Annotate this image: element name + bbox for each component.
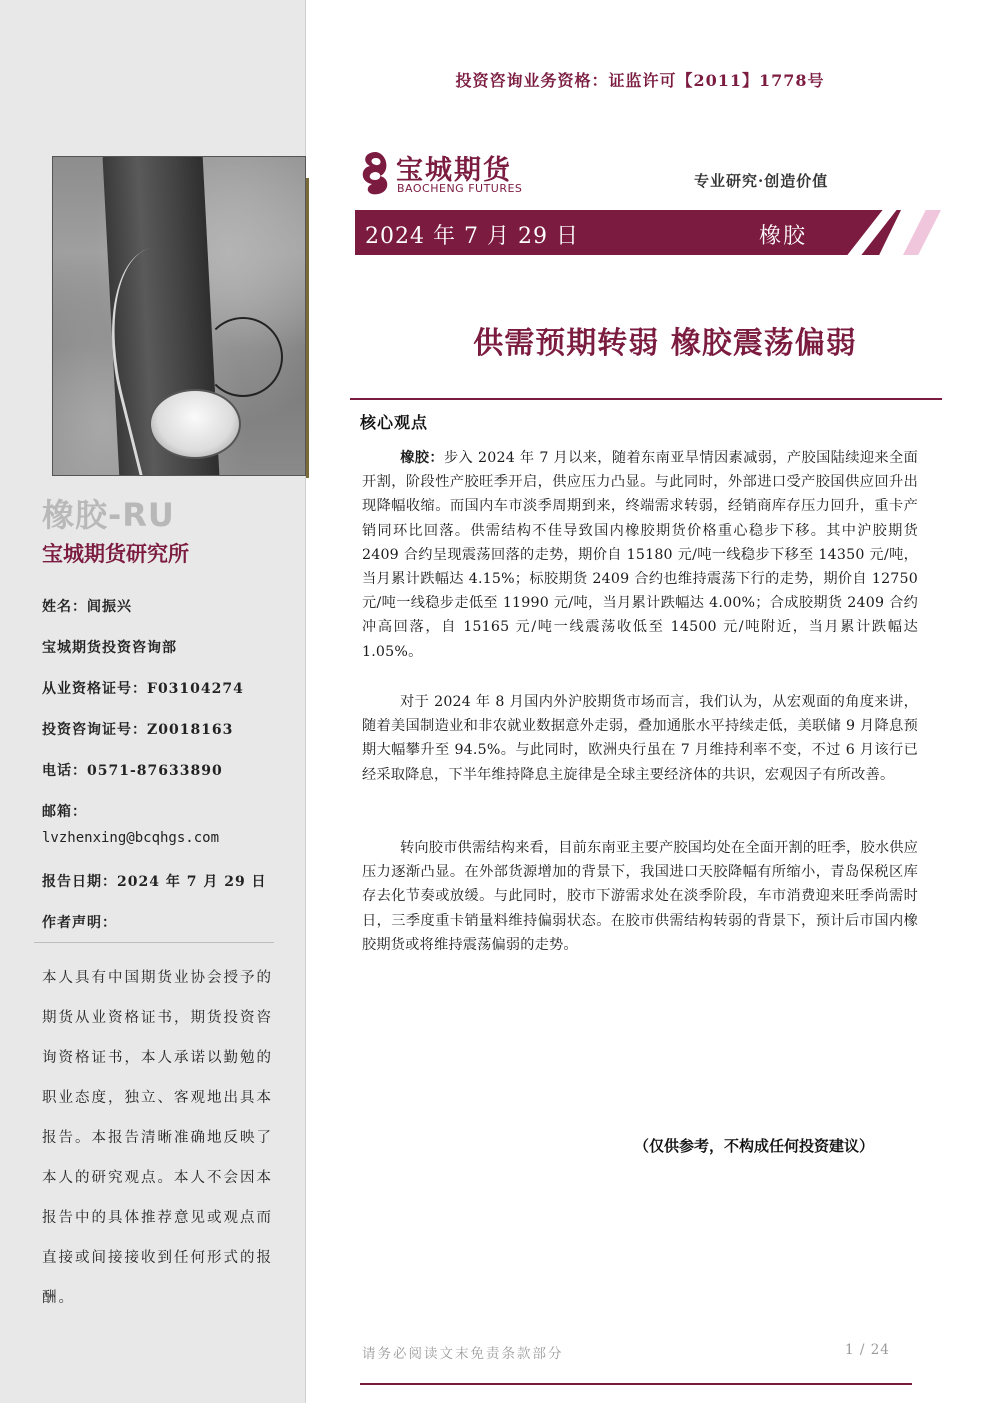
author-sidebar <box>0 0 306 1403</box>
product-code: 橡胶-RU <box>42 496 175 534</box>
page-number: 1 / 24 <box>845 1342 890 1358</box>
consulting-number: 投资咨询证号：Z0018163 <box>42 722 234 738</box>
report-title: 供需预期转弱 橡胶震荡偏弱 <box>473 326 857 361</box>
license-line: 投资咨询业务资格：证监许可【2011】1778号 <box>455 71 825 90</box>
email-label: 邮箱： <box>42 804 87 820</box>
footer-note: 请务必阅读文末免责条款部分 <box>362 1346 564 1362</box>
footer-divider <box>360 1383 912 1385</box>
brand-name-cn: 宝城期货 <box>396 155 512 186</box>
author-email[interactable]: lvzhenxing@bcqhgs.com <box>42 830 220 846</box>
institute-name: 宝城期货研究所 <box>42 542 189 566</box>
author-declaration: 本人具有中国期货业协会授予的期货从业资格证书，期货投资咨询资格证书，本人承诺以勤勉的职业态度，独立、客观地出具本报告。本报告清晰准确地反映了本人的研究观点。本人不会因本报告中的具体推荐意见或观点而直接或间接接收到任何形式的报酬。 <box>42 970 273 1306</box>
declaration-label: 作者声明： <box>42 915 117 931</box>
report-date-banner: 2024 年 7 月 29 日 <box>365 224 579 249</box>
paragraph-1 <box>362 446 918 664</box>
rubber-tree-photo <box>52 156 306 476</box>
title-divider <box>350 398 942 400</box>
divider <box>34 942 274 943</box>
baocheng-logo-icon <box>356 148 396 198</box>
paragraph-1-body: 步入 2024 年 7 月以来，随着东南亚旱情因素减弱，产胶国陆续迎来全面开割，阶段性产胶旺季开启，供应压力凸显。与此同时，外部进口受产胶国供应回升出现降幅收缩。而国内车市淡季周期到来，终端需求转弱，经销商库存压力回升，重卡产销同环比回落。供需结构不佳导致国内橡胶期货价格重心稳步下移。其中沪胶期货 2409 合约呈现震荡回落的走势，期价自 15180 元/吨一线稳步下移至 14350 元/吨，当月累计跌幅达 4.15%；标胶期货 2409 合约也维持震荡下行的走势，期价自 12750 元/吨一线稳步走低至 11990 元/吨，当月累计跌幅达 4.00%；合成胶期货 2409 合约冲高回落，自 15165 元/吨一线震荡收低至 14500 元/吨附近，当月累计跌幅达 1.05%。 <box>362 450 918 660</box>
section-heading: 核心观点 <box>360 413 429 432</box>
report-date: 报告日期：2024 年 7 月 29 日 <box>42 874 267 890</box>
paragraph-2: 对于 2024 年 8 月国内外沪胶期货市场而言，我们认为，从宏观面的角度来讲，随着美国制造业和非农就业数据意外走弱，叠加通胀水平持续走低，美联储 9 月降息预期大幅攀升至 94.5%。与此同时，欧洲央行虽在 7 月维持利率不变，不过 6 月该行已经采取降息，下半年维持降息主旋律是全球主要经济体的共识，宏观因子有所改善。 <box>362 694 918 783</box>
paragraph-lead: 橡胶： <box>400 450 444 466</box>
brand-name-en: BAOCHENG FUTURES <box>397 182 523 195</box>
author-department: 宝城期货投资咨询部 <box>42 640 177 656</box>
author-phone: 电话：0571-87633890 <box>42 763 223 779</box>
author-name: 姓名：闾振兴 <box>42 599 132 615</box>
investment-disclaimer: （仅供参考，不构成任何投资建议） <box>634 1137 875 1155</box>
paragraph-3: 转向胶市供需结构来看，目前东南亚主要产胶国均处在全面开割的旺季，胶水供应压力逐渐凸显。在外部货源增加的背景下，我国进口天胶降幅有所缩小，青岛保税区库存去化节奏或放缓。与此同时，胶市下游需求处在淡季阶段，车市消费迎来旺季尚需时日，三季度重卡销量料维持偏弱状态。在胶市供需结构转弱的背景下，预计后市国内橡胶期货或将维持震荡偏弱的走势。 <box>362 840 918 953</box>
qualification-number: 从业资格证号：F03104274 <box>42 681 244 697</box>
slogan: 专业研究·创造价值 <box>694 172 829 190</box>
topic-label: 橡胶 <box>759 224 808 249</box>
date-topic-banner <box>355 210 941 255</box>
photo-edge-strip <box>306 178 309 478</box>
